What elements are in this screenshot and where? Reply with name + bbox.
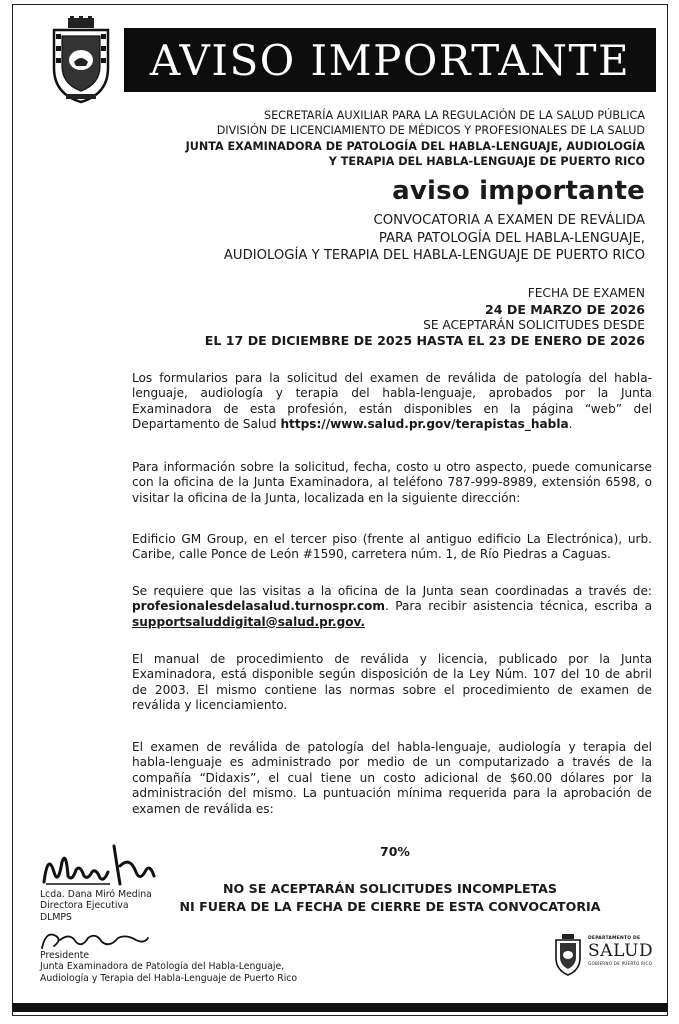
paragraph-visits <box>132 584 652 630</box>
agency-line-4: Y TERAPIA DEL HABLA-LENGUAJE DE PUERTO RICO <box>328 155 645 169</box>
acceptance-range: EL 17 DE DICIEMBRE DE 2025 HASTA EL 23 DE ENERO DE 2026 <box>204 333 645 349</box>
warning-line-2: NI FUERA DE LA FECHA DE CIERRE DE ESTA CONVOCATORIA <box>179 899 601 914</box>
paragraph-forms-text: Los formularios para la solicitud del examen de reválida de patología del habla-lenguaje, audiología y terapia del habla-lenguaje, aprobados por la Junta Examinadora de esta profesión, están disponibles en la página “web” del Departamento de Salud <box>132 371 652 432</box>
banner-title: AVISO IMPORTANTE <box>149 35 631 85</box>
forms-web-link[interactable]: https://www.salud.pr.gov/terapistas_habla <box>280 417 569 432</box>
president-title: Presidente <box>40 950 90 961</box>
bottom-rule <box>12 1003 668 1012</box>
salud-gov-label: GOBIERNO DE PUERTO RICO <box>588 961 653 966</box>
puerto-rico-seal-small-icon <box>553 934 583 976</box>
agency-line-2: DIVISIÓN DE LICENCIAMIENTO DE MÉDICOS Y PROFESIONALES DE LA SALUD <box>216 124 645 138</box>
paragraph-visits-mid: . Para recibir asistencia técnica, escriba a <box>384 599 652 614</box>
acceptance-label: SE ACEPTARÁN SOLICITUDES DESDE <box>423 317 645 332</box>
paragraph-forms <box>132 371 652 433</box>
convocation-line-1: CONVOCATORIA A EXAMEN DE REVÁLIDA <box>373 213 645 228</box>
paragraph-visits-text: Se requiere que las visitas a la oficina de la Junta sean coordinadas a través de: <box>132 584 652 598</box>
president-org-line-2: Audiología y Terapia del Habla-Lenguaje de Puerto Rico <box>40 972 298 984</box>
notice-title: aviso importante <box>392 176 645 206</box>
convocation-line-3: AUDIOLOGÍA Y TERAPIA DEL HABLA-LENGUAJE DE PUERTO RICO <box>223 248 645 263</box>
salud-logo <box>588 936 658 966</box>
agency-line-1: SECRETARÍA AUXILIAR PARA LA REGULACIÓN DE LA SALUD PÚBLICA <box>264 109 645 122</box>
agency-header <box>186 108 645 170</box>
exam-date: 24 DE MARZO DE 2026 <box>484 301 645 317</box>
turnos-link[interactable]: profesionalesdelasalud.turnospr.com <box>132 599 385 614</box>
paragraph-exam: El examen de reválida de patología del habla-lenguaje, audiología y terapia del habla-lenguaje es administrado por medio de un computarizado a través de la compañía “Didaxis”, el cual tiene un costo adicional de $60.00 dólares por la administración del mismo. La puntuación mínima requerida para la aprobación de examen de reválida es: <box>132 740 652 816</box>
director-block <box>40 889 152 923</box>
salud-wordmark: SALUD <box>588 941 654 961</box>
puerto-rico-coat-of-arms-icon <box>46 16 116 104</box>
incomplete-warning <box>150 880 630 916</box>
director-title: Directora Ejecutiva <box>40 900 129 912</box>
convocation-heading <box>224 212 645 265</box>
paragraph-forms-end: . <box>568 417 573 432</box>
support-email-link[interactable]: supportsaluddigital@salud.pr.gov. <box>132 614 366 629</box>
director-org: DLMPS <box>40 911 72 923</box>
president-org-line-1: Junta Examinadora de Patología del Habla-Lenguaje, <box>40 961 285 973</box>
minimum-score: 70% <box>380 844 410 859</box>
director-signature <box>40 842 160 890</box>
president-signature <box>40 926 150 952</box>
paragraph-address: Edificio GM Group, en el tercer piso (frente al antiguo edificio La Electrónica), urb. Caribe, calle Ponce de León #1590, carretera núm. 1, de Río Piedras a Caguas. <box>132 532 652 562</box>
convocation-line-2: PARA PATOLOGÍA DEL HABLA-LENGUAJE, <box>378 230 645 246</box>
exam-dates <box>205 286 645 349</box>
exam-date-label: FECHA DE EXAMEN <box>527 286 645 300</box>
warning-line-1: NO SE ACEPTARÁN SOLICITUDES INCOMPLETAS <box>223 881 557 896</box>
aviso-importante-banner <box>124 28 656 92</box>
salud-dept-label: DEPARTAMENTO DE <box>588 936 641 941</box>
paragraph-contact: Para información sobre la solicitud, fecha, costo u otro aspecto, puede comunicarse con la oficina de la Junta Examinadora, al teléfono 787-999-8989, extensión 6598, o visitar la oficina de la Junta, localizada en la siguiente dirección: <box>132 460 652 505</box>
director-name: Lcda. Dana Miró Medina <box>40 889 152 900</box>
president-block <box>40 950 297 984</box>
agency-line-3: JUNTA EXAMINADORA DE PATOLOGÍA DEL HABLA-LENGUAJE, AUDIOLOGÍA <box>185 139 645 153</box>
paragraph-manual: El manual de procedimiento de reválida y licencia, publicado por la Junta Examinadora, está disponible según disposición de la Ley Núm. 107 del 10 de abril de 2003. El mismo contiene las normas sobre el procedimiento de examen de reválida y licenciamiento. <box>132 652 652 713</box>
